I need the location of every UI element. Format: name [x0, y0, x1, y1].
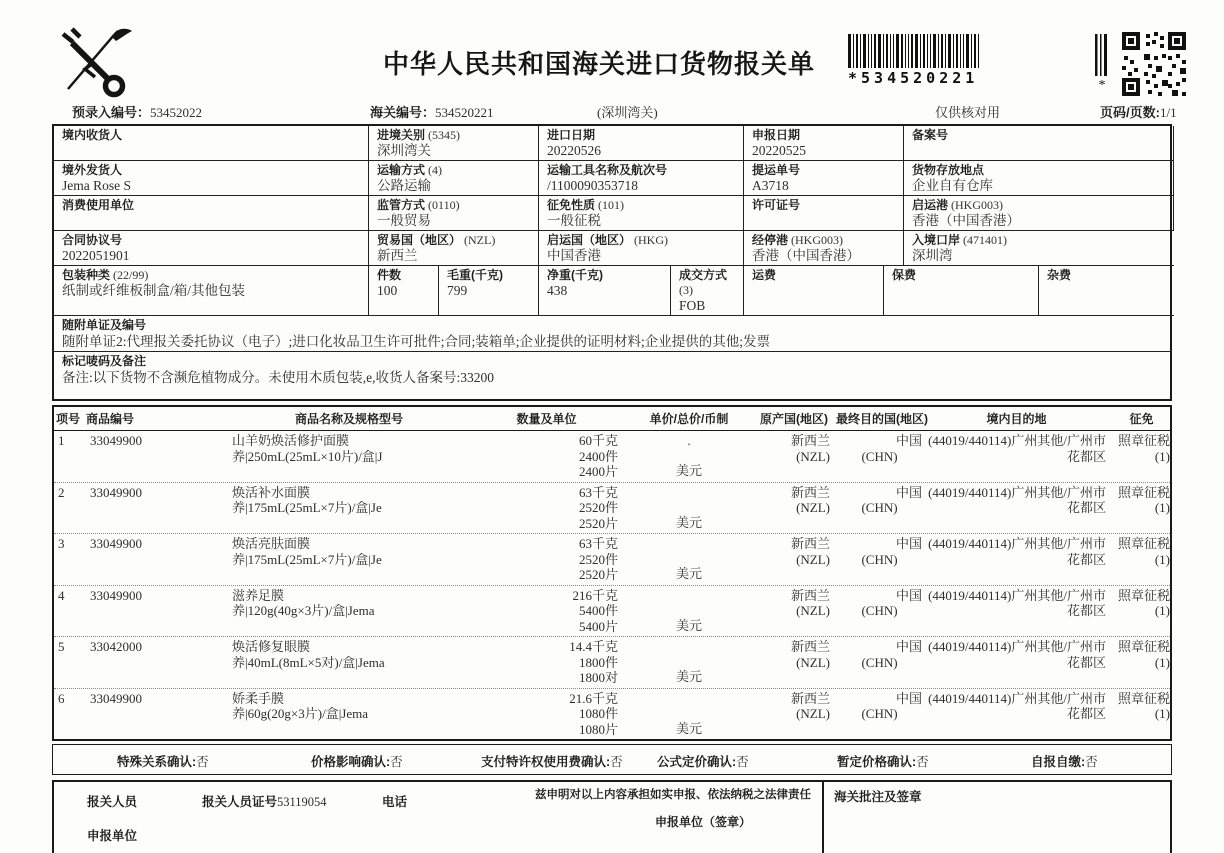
goods-rows	[54, 431, 1170, 739]
goods-qty-unit: 216千克 5400件 5400片	[572, 587, 618, 634]
goods-domestic-dest: (44019/440114)广州其他/广州市花都区	[928, 639, 1106, 670]
field-misc-fees: 杂费	[1039, 266, 1174, 316]
table-row	[54, 585, 1170, 637]
pre-entry-value: 53452022	[150, 105, 203, 120]
header-fields-block	[52, 124, 1172, 401]
field-net-weight: 净重(千克) 438	[539, 266, 671, 316]
goods-item-no: 1	[58, 433, 65, 448]
goods-exempt: 照章征税 (1)	[1117, 639, 1170, 670]
field-transit-port: 经停港 (HKG003) 香港（中国香港）	[744, 231, 904, 266]
goods-name-spec	[229, 534, 469, 585]
page-title: 中华人民共和国海关进口货物报关单	[383, 50, 816, 79]
goods-spec: 养|175mL(25mL×7片)/盒|Je	[232, 500, 382, 515]
page-number-label: 页码/页数:	[1100, 105, 1160, 120]
goods-exempt: 照章征税 (1)	[1117, 433, 1170, 464]
field-consumer-unit: 消费使用单位	[54, 196, 369, 231]
col-origin-country: 原产国(地区)	[760, 412, 828, 426]
goods-origin-country: 新西兰 (NZL)	[790, 587, 830, 618]
goods-name: 焕活补水面膜	[232, 484, 311, 500]
goods-spec: 养|250mL(25mL×10片)/盒|J	[232, 448, 383, 464]
small-barcode-icon	[1095, 34, 1109, 76]
goods-dest-country: 中国 (CHN)	[861, 536, 922, 567]
barcode	[848, 34, 988, 87]
goods-origin-country: 新西兰 (NZL)	[790, 433, 830, 464]
col-name-spec: 商品名称及规格型号	[294, 412, 403, 426]
goods-exempt: 照章征税 (1)	[1117, 536, 1170, 567]
col-item-no: 项号	[56, 412, 81, 426]
confirmation-strip	[52, 744, 1172, 775]
table-row	[54, 636, 1170, 688]
goods-commodity-code: 33042000	[90, 639, 142, 654]
goods-price-currency: 美元	[675, 514, 702, 530]
confirm-royalty-payment: 支付特许权使用费确认:否	[481, 755, 623, 769]
confirm-special-relation: 特殊关系确认:否	[117, 755, 209, 769]
table-row	[54, 533, 1170, 585]
field-record-no: 备案号	[904, 126, 1174, 161]
barcode-icon	[848, 34, 982, 68]
declarant-label: 报关人员	[87, 795, 138, 809]
goods-qty-unit: 63千克 2520件 2520片	[578, 536, 618, 582]
document-header	[52, 26, 1172, 100]
table-row	[54, 482, 1170, 534]
small-barcode-star: *	[1098, 78, 1106, 93]
goods-exempt: 照章征税 (1)	[1117, 587, 1170, 618]
field-declare-date: 申报日期 20220525	[744, 126, 904, 161]
goods-name-spec	[229, 637, 469, 688]
customs-notes-area	[822, 782, 1174, 853]
goods-spec: 养|40mL(8mL×5对)/盒|Jema	[232, 654, 385, 670]
goods-item-no: 2	[58, 484, 65, 500]
col-commodity-code: 商品编号	[86, 412, 135, 426]
customs-declaration-document	[52, 26, 1177, 853]
confirm-formula-pricing: 公式定价确认:否	[657, 755, 749, 769]
goods-name: 焕活亮肤面膜	[232, 536, 311, 551]
table-row	[54, 431, 1170, 482]
col-price-currency: 单价/总价/币制	[649, 412, 729, 426]
goods-name-spec	[229, 689, 469, 740]
goods-dest-country: 中国 (CHN)	[861, 587, 922, 618]
pre-entry-number	[72, 102, 202, 121]
field-consignee: 境内收货人	[54, 126, 369, 161]
field-attached-docs: 随附单证及编号 随附单证2:代理报关委托协议（电子）;进口化妆品卫生许可批件;合同;装箱单;企业提供的证明材料;企业提供的其他;发票	[54, 316, 1170, 352]
goods-table	[52, 405, 1172, 741]
goods-commodity-code: 33049900	[90, 433, 142, 448]
footer-block	[52, 780, 1172, 853]
customs-number	[370, 102, 494, 121]
field-departure-country: 启运国（地区） (HKG) 中国香港	[539, 231, 744, 266]
customs-emblem-icon	[54, 26, 138, 98]
declaration-text: 兹申明对以上内容承担如实申报、依法纳税之法律责任	[535, 789, 811, 801]
confirm-provisional-price: 暂定价格确认:否	[837, 755, 929, 769]
goods-name-spec	[229, 431, 469, 482]
field-consignor: 境外发货人 Jema Rose S	[54, 161, 369, 196]
goods-item-no: 3	[58, 536, 65, 551]
field-license-no: 许可证号	[744, 196, 904, 231]
field-gross-weight: 毛重(千克) 799	[439, 266, 539, 316]
footer-declarant-area	[54, 782, 822, 853]
goods-price-currency: 美元	[675, 566, 702, 581]
field-freight: 运费	[744, 266, 884, 316]
field-pieces: 件数 100	[369, 266, 439, 316]
goods-dest-country: 中国 (CHN)	[861, 690, 922, 721]
goods-origin-country: 新西兰 (NZL)	[790, 639, 830, 670]
goods-origin-country: 新西兰 (NZL)	[790, 690, 830, 721]
field-entry-port: 入境口岸 (471401) 深圳湾	[904, 231, 1174, 266]
goods-name: 山羊奶焕活修护面膜	[232, 433, 350, 448]
check-only-note: 仅供核对用	[935, 105, 1001, 120]
goods-origin-country: 新西兰 (NZL)	[790, 484, 830, 515]
goods-name: 滋养足膜	[232, 587, 285, 603]
confirm-price-influence: 价格影响确认:否	[311, 755, 403, 769]
field-departure-port: 启运港 (HKG003) 香港（中国香港）	[904, 196, 1174, 231]
field-marks-remarks: 标记唛码及备注 备注:以下货物不含濒危植物成分。未使用木质包装,e,收货人备案号:33200	[62, 354, 494, 385]
qr-code-icon	[1122, 32, 1186, 96]
goods-commodity-code: 33049900	[90, 690, 142, 706]
goods-domestic-dest: (44019/440114)广州其他/广州市花都区	[928, 587, 1106, 618]
col-qty-unit: 数量及单位	[516, 412, 577, 426]
goods-qty-unit: 63千克 2520件 2520片	[578, 484, 618, 531]
customs-office-note: (深圳湾关)	[597, 105, 658, 120]
goods-dest-country: 中国 (CHN)	[861, 433, 922, 464]
confirm-self-declare-pay: 自报自缴:否	[1031, 755, 1098, 769]
goods-spec: 养|60g(20g×3片)/盒|Jema	[232, 706, 369, 721]
goods-origin-country: 新西兰 (NZL)	[790, 536, 830, 567]
declaration-statement	[532, 788, 814, 830]
col-exempt: 征免	[1129, 412, 1154, 426]
goods-domestic-dest: (44019/440114)广州其他/广州市花都区	[928, 484, 1106, 515]
customs-number-label: 海关编号：	[370, 105, 436, 120]
field-import-date: 进口日期 20220526	[539, 126, 744, 161]
field-entry-customs: 进境关别 (5345) 深圳湾关	[369, 126, 539, 161]
goods-dest-country: 中国 (CHN)	[861, 639, 922, 670]
goods-name-spec	[229, 586, 469, 637]
goods-spec: 养|175mL(25mL×7片)/盒|Je	[232, 551, 382, 567]
goods-table-header	[54, 407, 1170, 431]
barcode-text: *534520221	[848, 69, 979, 87]
goods-commodity-code: 33049900	[90, 536, 142, 551]
goods-spec: 养|120g(40g×3片)/盒|Jema	[232, 603, 375, 618]
goods-dest-country: 中国 (CHN)	[861, 484, 922, 515]
field-contract-no: 合同协议号 2022051901	[54, 231, 369, 266]
goods-item-no: 5	[58, 639, 65, 654]
col-dest-country: 最终目的国(地区)	[836, 412, 928, 426]
field-trade-country: 贸易国（地区） (NZL) 新西兰	[369, 231, 539, 266]
goods-domestic-dest: (44019/440114)广州其他/广州市花都区	[928, 433, 1106, 464]
declare-unit-label: 申报单位	[87, 829, 138, 843]
goods-price-currency: 美元	[675, 617, 702, 633]
goods-item-no: 6	[58, 690, 65, 706]
goods-exempt: 照章征税 (1)	[1117, 484, 1170, 515]
goods-domestic-dest: (44019/440114)广州其他/广州市花都区	[928, 536, 1106, 567]
declarant-id: 报关人员证号53119054	[202, 795, 327, 809]
field-storage-place: 货物存放地点 企业自有仓库	[904, 161, 1174, 196]
field-insurance: 保费	[884, 266, 1039, 316]
field-transport-mode: 运输方式 (4) 公路运输	[369, 161, 539, 196]
field-transport-name: 运输工具名称及航次号 /1100090353718	[539, 161, 744, 196]
goods-item-no: 4	[58, 587, 65, 603]
goods-price-currency: 美元	[675, 720, 702, 736]
goods-price-currency: 美元	[675, 669, 702, 684]
field-bill-no: 提运单号 A3718	[744, 161, 904, 196]
goods-commodity-code: 33049900	[90, 484, 142, 500]
field-levy-nature: 征免性质 (101) 一般征税	[539, 196, 744, 231]
field-supervision-mode: 监管方式 (0110) 一般贸易	[369, 196, 539, 231]
col-domestic-dest: 境内目的地	[986, 412, 1047, 426]
phone-label: 电话	[382, 795, 408, 809]
small-barcode	[1094, 34, 1110, 91]
table-row	[54, 688, 1170, 740]
goods-name: 娇柔手膜	[232, 690, 285, 706]
goods-name-spec	[229, 483, 469, 534]
goods-exempt: 照章征税 (1)	[1117, 690, 1170, 721]
field-transaction-mode: 成交方式 (3) FOB	[671, 266, 744, 316]
goods-name: 焕活修复眼膜	[232, 639, 311, 654]
goods-qty-unit: 21.6千克 1080件 1080片	[569, 690, 618, 737]
field-packing: 包装种类 (22/99) 纸制或纤维板制盒/箱/其他包装	[54, 266, 369, 316]
goods-qty-unit: 60千克 2400件 2400片	[578, 433, 618, 479]
goods-domestic-dest: (44019/440114)广州其他/广州市花都区	[928, 690, 1106, 721]
goods-qty-unit: 14.4千克 1800件 1800对	[569, 639, 618, 685]
customs-notes-label: 海关批注及签章	[834, 790, 922, 804]
page-number	[1100, 102, 1177, 121]
goods-price-currency: . 美元	[675, 433, 702, 478]
signature-label: 申报单位（签章）	[654, 815, 751, 829]
info-strip	[52, 100, 1177, 124]
goods-commodity-code: 33049900	[90, 587, 142, 603]
pre-entry-label: 预录入编号：	[72, 105, 151, 120]
customs-number-value: 534520221	[435, 105, 494, 120]
page-number-value: 1/1	[1159, 105, 1177, 120]
